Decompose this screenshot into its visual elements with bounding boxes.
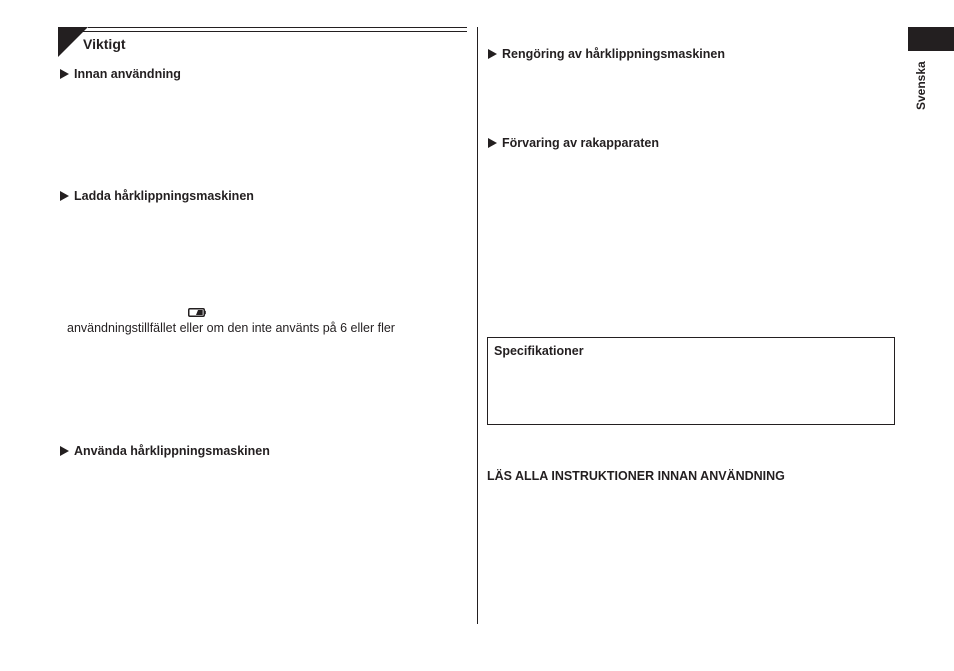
arrow-right-icon	[60, 191, 69, 201]
heading-charge-clipper	[60, 189, 254, 203]
heading-before-use-label: Innan användning	[74, 67, 181, 81]
heading-storage	[488, 136, 659, 150]
battery-low-icon	[188, 308, 206, 317]
specifications-box	[487, 337, 895, 425]
arrow-right-icon	[60, 69, 69, 79]
heading-before-use	[60, 67, 181, 81]
heading-storage-label: Förvaring av rakapparaten	[502, 136, 660, 150]
heading-clean-clipper	[488, 47, 725, 61]
read-all-instructions-heading: LÄS ALLA INSTRUKTIONER INNAN ANVÄNDNING	[487, 469, 785, 483]
section-title: Viktigt	[83, 36, 126, 52]
language-tab-marker	[908, 27, 954, 51]
language-label: Svenska	[914, 61, 928, 110]
arrow-right-icon	[488, 138, 497, 148]
arrow-right-icon	[60, 446, 69, 456]
body-text-line: användningstillfället eller om den inte använts på 6 eller fler	[67, 321, 395, 335]
column-divider	[477, 27, 478, 624]
heading-charge-clipper-label: Ladda hårklippningsmaskinen	[74, 189, 254, 203]
heading-use-clipper	[60, 444, 270, 458]
arrow-right-icon	[488, 49, 497, 59]
section-header-rule-bottom	[58, 31, 467, 32]
section-header-rule-top	[88, 27, 467, 28]
heading-clean-clipper-label: Rengöring av hårklippningsmaskinen	[502, 47, 725, 61]
specifications-title: Specifikationer	[494, 344, 584, 358]
heading-use-clipper-label: Använda hårklippningsmaskinen	[74, 444, 270, 458]
